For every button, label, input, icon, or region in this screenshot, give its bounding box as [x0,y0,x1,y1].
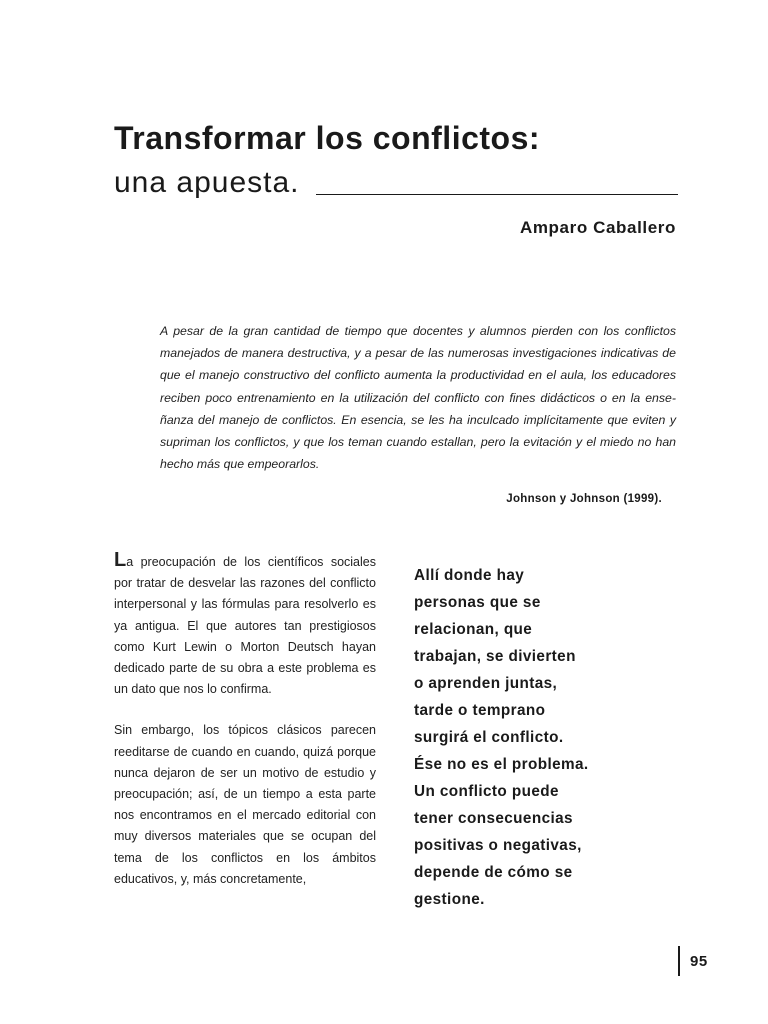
article-subtitle: una apuesta. [114,166,300,199]
page-number: 95 [690,953,708,970]
pull-quote-line: o aprenden juntas, [414,675,558,692]
body-paragraph-2: Sin embargo, los tópicos clásicos parecen reeditarse de cuando en cuando, quizá porque nunca dejaron de ser un motivo de estudio y preocupación; así, de un tiempo a esta parte nos encontramos en el mercado editorial con muy diversos materiales que se ocupan del tema de los conflictos en los ámbitos educativos, y, más concretamente, [114,723,376,886]
body-column [114,549,376,910]
body-paragraph-1 [114,549,376,700]
drop-cap: L [114,549,127,571]
pull-quote-line: Un conflicto puede [414,783,559,800]
epigraph-quote: A pesar de la gran cantidad de tiempo que docentes y alumnos pierden con los conflictos manejados de manera destructiva, y a pesar de las numerosas investigaciones indicativas de que el manejo constructivo del conflicto aumenta la productividad en el aula, los educadores reciben poco entrenamiento en la utilización del conflicto con fines didácticos o en la enseñanza del manejo de conflictos. En esencia, se les ha inculcado implícitamente que eviten y supriman los conflictos, y que los teman cuando estallan, pero la evitación y el miedo no han hecho más que empeorarlos. [160,324,676,472]
pull-quote-line: gestione. [414,891,485,908]
pull-quote-line: relacionan, que [414,621,533,638]
page-number-rule [678,946,680,976]
title-rule [316,194,678,195]
pull-quote-line: personas que se [414,594,541,611]
article-subtitle-row [114,166,678,206]
body-paragraph-1-text: a preocupación de los científicos sociales por tratar de desvelar las razones del conflicto interpersonal y las fórmulas para resolverlo es ya antigua. El que autores tan prestigiosos como Kurt Lewin o Morton Deutsch hayan dedicado parte de su obra a este problema es un dato que nos lo confirma. [114,555,376,697]
article-title: Transformar los conflictos: [114,120,541,156]
pull-quote-line: tarde o temprano [414,702,546,719]
pull-quote-line: Ése no es el problema. [414,756,589,773]
pull-quote-line: surgirá el conflicto. [414,729,564,746]
epigraph-citation: Johnson y Johnson (1999). [506,493,662,505]
article-author: Amparo Caballero [519,218,676,237]
pull-quote-line: depende de cómo se [414,864,573,881]
pull-quote-line: trabajan, se divierten [414,648,576,665]
pull-quote [414,562,664,913]
pull-quote-line: tener consecuencias [414,810,573,827]
pull-quote-line: positivas o negativas, [414,837,582,854]
pull-quote-line: Allí donde hay [414,567,525,584]
